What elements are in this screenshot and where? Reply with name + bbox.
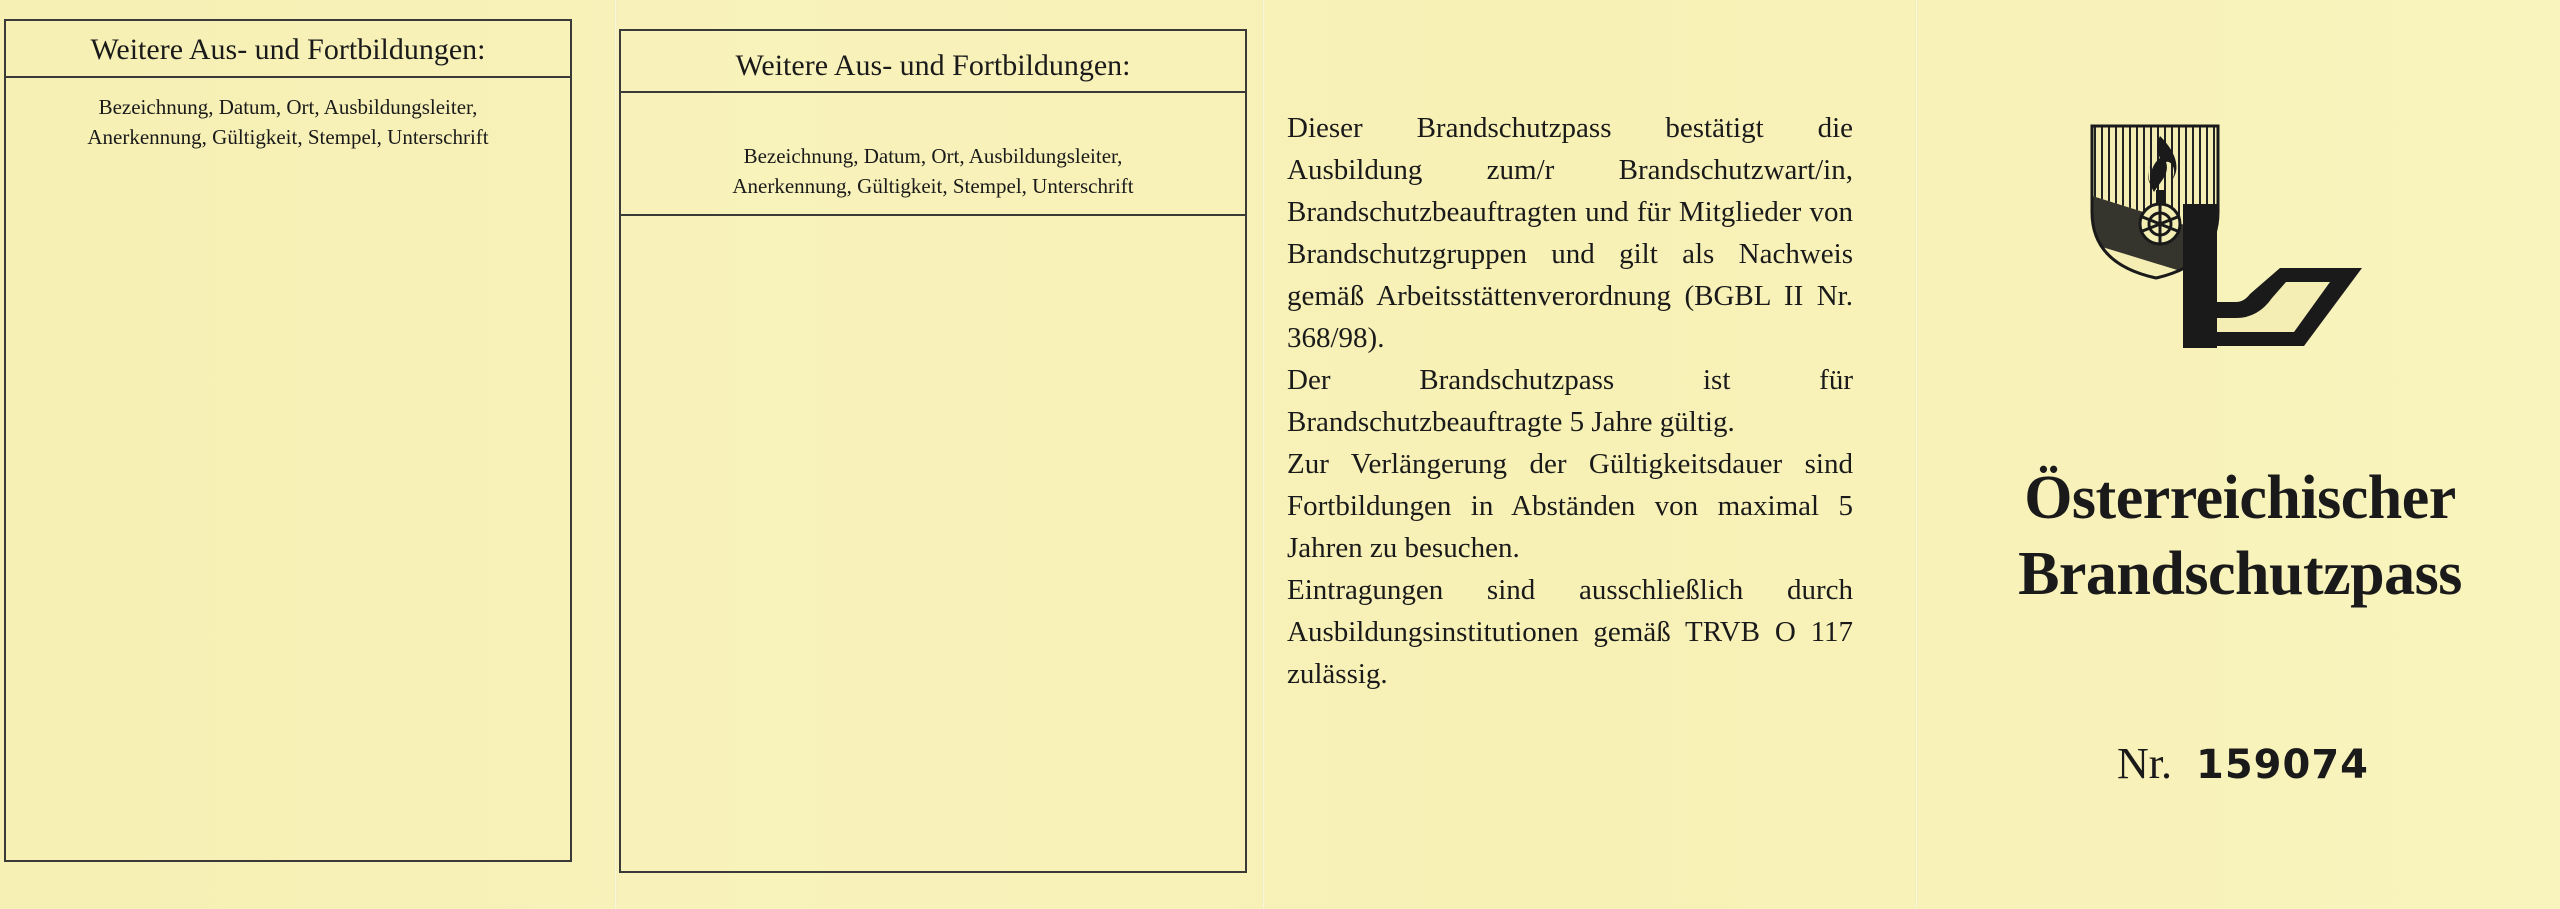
fold-line-3 bbox=[1915, 0, 1918, 909]
training-entry-fields-1-line-2: Anerkennung, Gültigkeit, Stempel, Unterschrift bbox=[87, 125, 489, 149]
cover-title-line-2: Brandschutzpass bbox=[2018, 540, 2462, 608]
training-entry-fields-2 bbox=[621, 91, 1245, 216]
description-paragraph-4: Eintragungen sind ausschließlich durch Ausbildungsinstitutionen gemäß TRVB O 117 zulässig. bbox=[1287, 574, 1853, 690]
training-entry-box-2 bbox=[619, 29, 1247, 873]
pass-description bbox=[1287, 107, 1853, 695]
training-entry-fields-2-line-2: Anerkennung, Gültigkeit, Stempel, Unterschrift bbox=[732, 174, 1134, 198]
pass-number bbox=[2117, 738, 2537, 789]
training-entry-title-1: Weitere Aus- und Fortbildungen: bbox=[6, 21, 570, 78]
cover-title-line-1: Österreichischer bbox=[2024, 464, 2456, 532]
fold-line-1 bbox=[614, 0, 617, 909]
training-entry-fields-2-line-1: Bezeichnung, Datum, Ort, Ausbildungsleiter, bbox=[743, 144, 1123, 168]
description-paragraph-1: Dieser Brandschutzpass bestätigt die Ausbildung zum/r Brandschutzwart/in, Brandschutzbeauftragten und für Mitglieder von Brandschutzgruppen und gilt als Nachweis gemäß Arbeitsstättenverordnung (BGBL II Nr. 368/98). bbox=[1287, 112, 1853, 354]
cover-title bbox=[1940, 460, 2540, 612]
pass-number-value: 159074 bbox=[2196, 742, 2369, 788]
training-entry-fields-1-line-1: Bezeichnung, Datum, Ort, Ausbildungsleiter, bbox=[98, 95, 478, 119]
training-entry-title-2: Weitere Aus- und Fortbildungen: bbox=[735, 49, 1131, 82]
pass-number-prefix: Nr. bbox=[2117, 739, 2172, 788]
training-entry-box-1 bbox=[4, 19, 572, 862]
description-paragraph-3: Zur Verlängerung der Gültigkeitsdauer sind Fortbildungen in Abständen von maximal 5 Jahren zu besuchen. bbox=[1287, 448, 1853, 564]
training-entry-fields-1 bbox=[6, 78, 570, 152]
fold-line-2 bbox=[1262, 0, 1265, 909]
description-paragraph-2: Der Brandschutzpass ist für Brandschutzbeauftragte 5 Jahre gültig. bbox=[1287, 364, 1853, 438]
fire-brigade-logo-icon bbox=[2086, 120, 2366, 350]
